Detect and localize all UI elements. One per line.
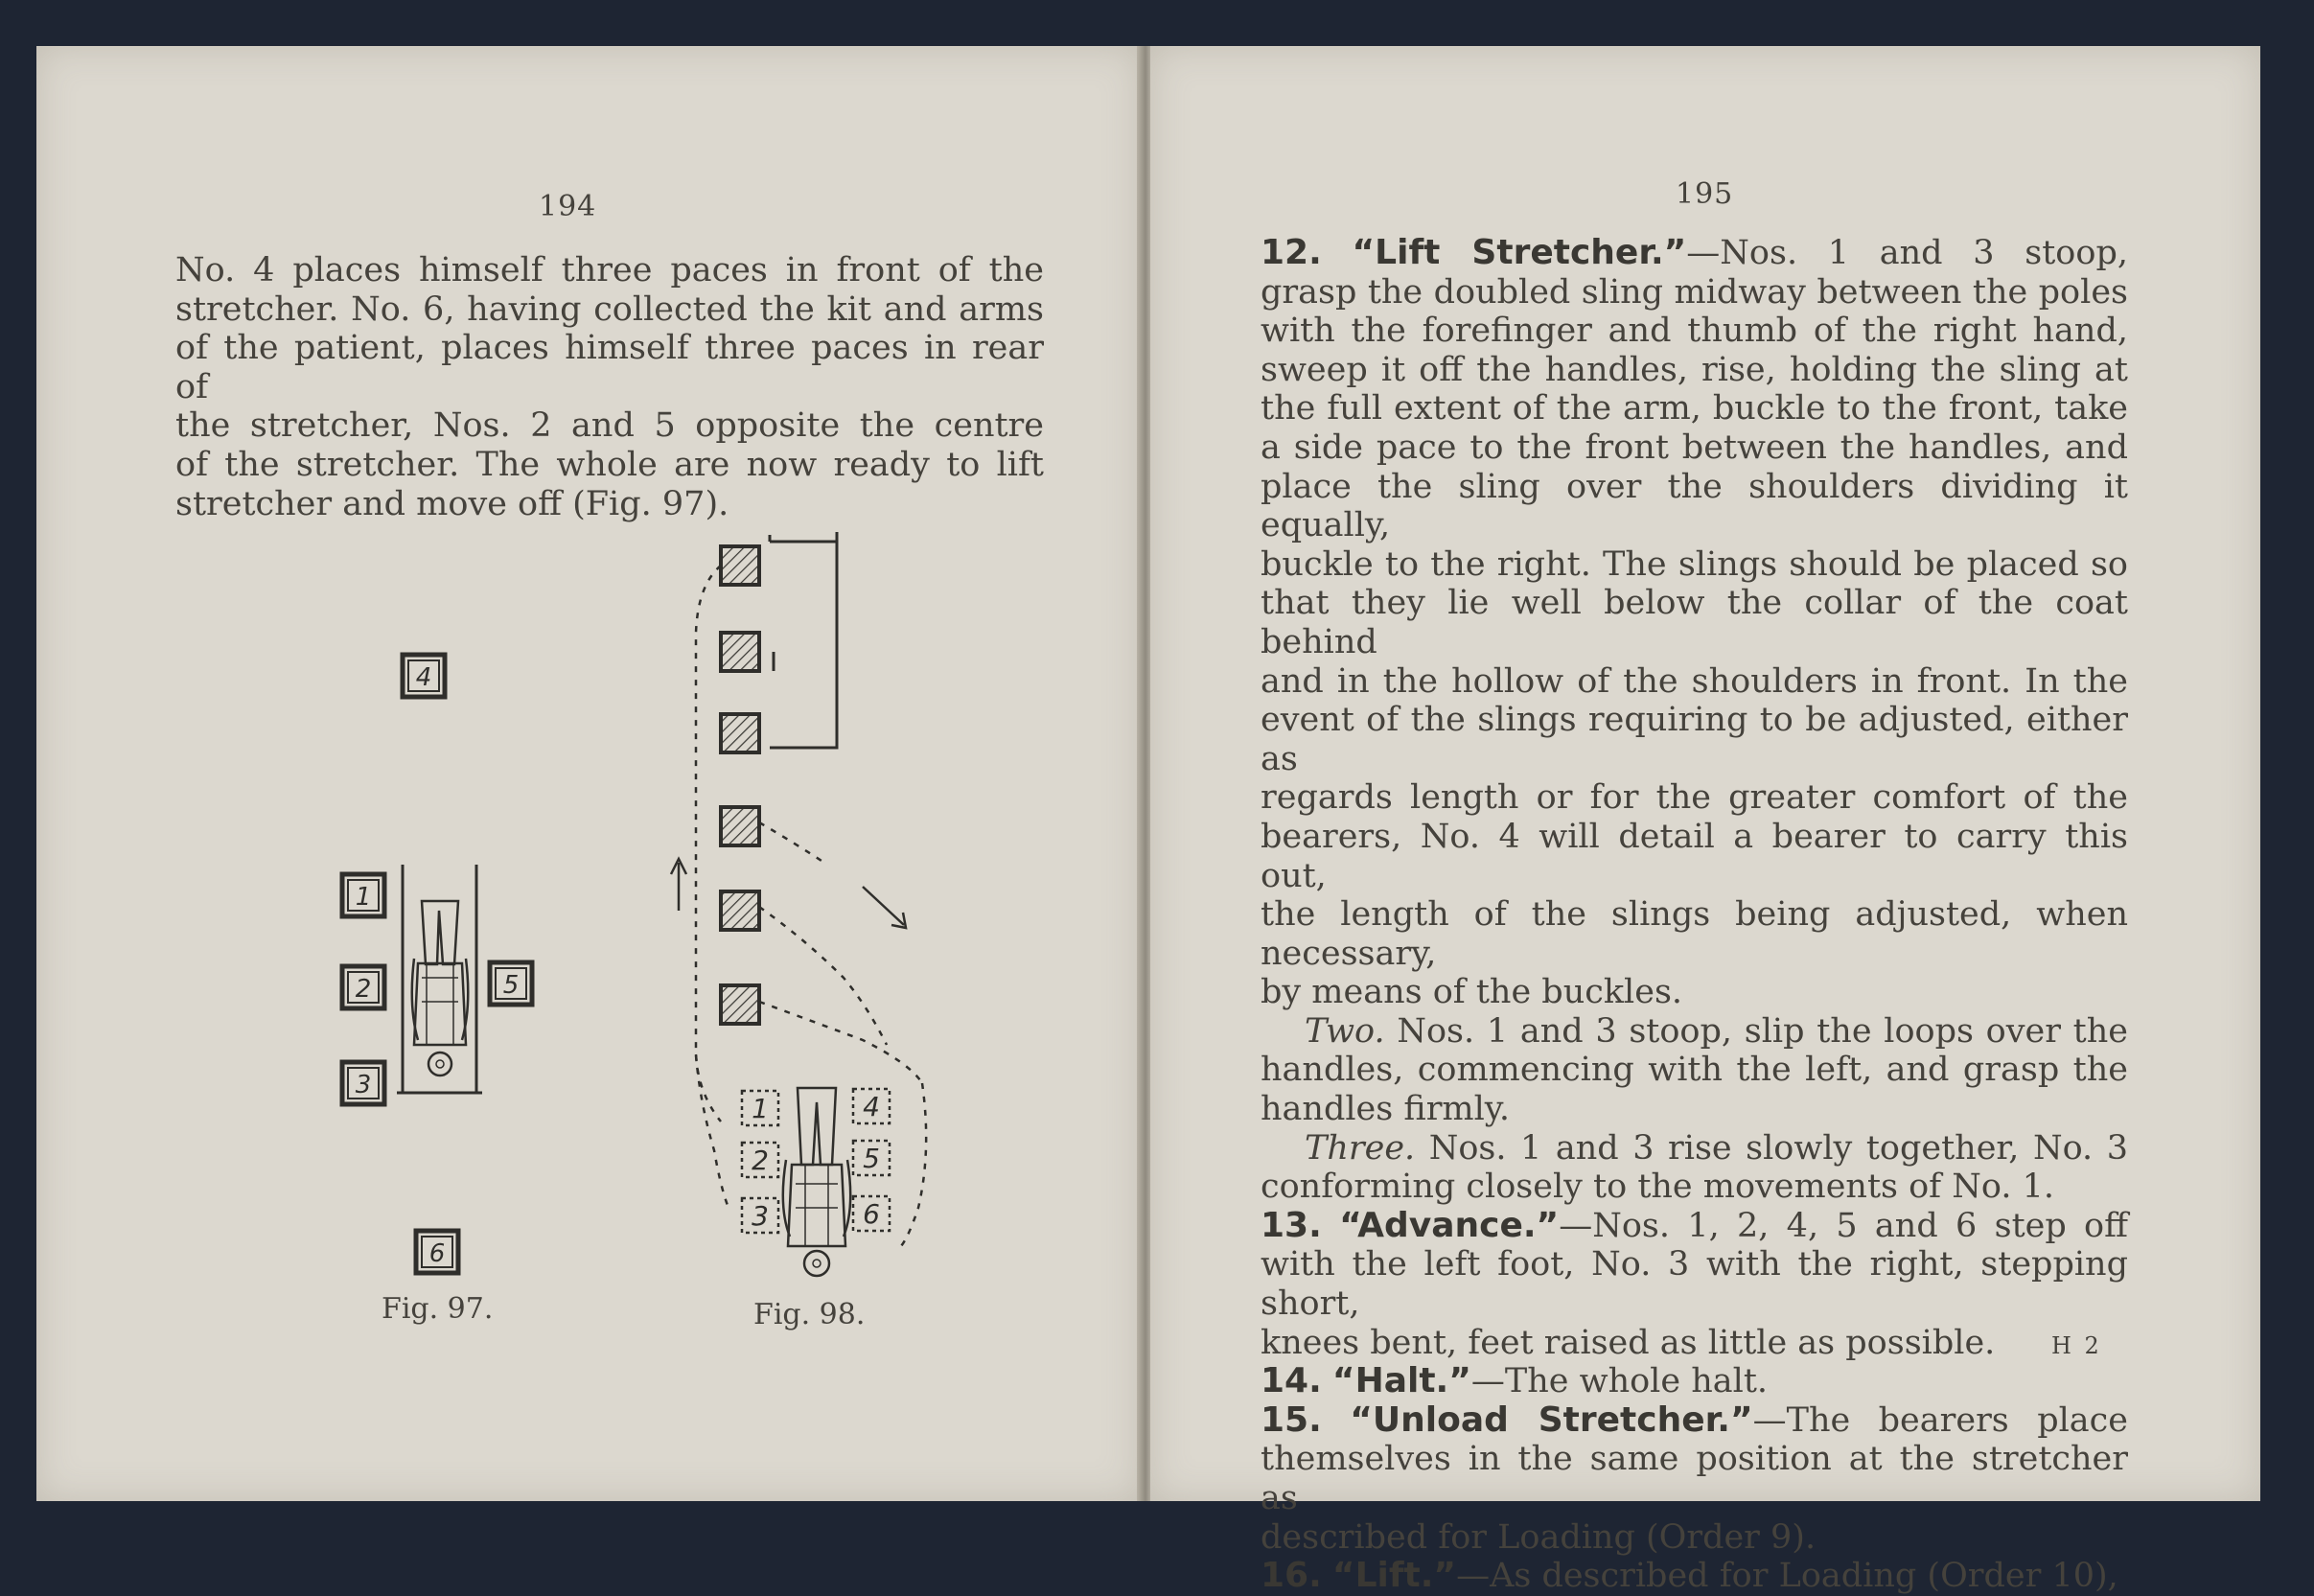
text-line: of the patient, places himself three paces in rear of	[175, 329, 1044, 406]
bearer-box-2	[342, 966, 384, 1008]
order-14-line	[1261, 1362, 2128, 1401]
box-label: 4	[863, 1091, 880, 1122]
order-number: 15.	[1261, 1399, 1322, 1440]
text-line: themselves in the same position at the stretcher as	[1261, 1440, 2128, 1517]
text-line: stretcher. No. 6, having collected the kit and arms	[175, 289, 1044, 329]
box-label: 2	[355, 975, 372, 1004]
box-label: 3	[355, 1071, 372, 1099]
signature-mark: H 2	[2051, 1332, 2102, 1359]
text-line: regards length or for the greater comfort of the	[1261, 778, 2128, 818]
text-run: —The bearers place	[1752, 1400, 2128, 1440]
right-text	[1261, 234, 2128, 1596]
bearer-box-6	[416, 1231, 458, 1273]
hatched-box	[721, 891, 759, 930]
figure-97	[342, 655, 532, 1273]
hatched-box	[721, 985, 759, 1024]
text-line: sweep it off the handles, rise, holding the sling at	[1261, 350, 2128, 389]
bearer-box-3	[342, 1062, 384, 1104]
text-line: and in the hollow of the shoulders in front. In the	[1261, 661, 2128, 701]
hatched-box	[721, 807, 759, 845]
hatched-box	[721, 714, 759, 752]
text-line: conforming closely to the movements of No. 1.	[1261, 1168, 2054, 1207]
box-label: 5	[502, 971, 520, 1000]
text-line: grasp the doubled sling midway between the poles	[1261, 272, 2128, 312]
bearer-box-4	[403, 655, 445, 697]
text-line: described for Loading (Order 9).	[1261, 1517, 1816, 1557]
box-label: 3	[752, 1200, 769, 1232]
figure-97-caption: Fig. 97.	[382, 1292, 494, 1326]
box-label: 2	[752, 1145, 769, 1176]
bearer-box-5	[490, 962, 532, 1005]
text-line: bearers, No. 4 will detail a bearer to carry this out,	[1261, 817, 2128, 895]
text-line: stretcher and move off (Fig. 97).	[175, 484, 729, 523]
text-line: with the left foot, No. 3 with the right, stepping short,	[1261, 1245, 2128, 1324]
text-line: of the stretcher. The whole are now ready to lift	[175, 445, 1044, 484]
text-line: that they lie well below the collar of the coat behind	[1261, 584, 2128, 661]
text-line: handles, commencing with the left, and grasp the	[1261, 1051, 2128, 1090]
box-label: 6	[863, 1198, 880, 1230]
order-number: 12.	[1261, 233, 1322, 272]
bearer-box-1	[342, 874, 384, 916]
order-13-first-line	[1261, 1207, 2128, 1246]
hatched-box	[721, 633, 759, 671]
order-12-first-line	[1261, 234, 2128, 273]
box-label: 1	[752, 1093, 769, 1124]
order-title: “Lift Stretcher.”	[1352, 233, 1687, 272]
text-line: a side pace to the front between the handles, and	[1261, 428, 2128, 467]
box-label: 6	[428, 1239, 446, 1268]
text-line: event of the slings requiring to be adjusted, either as	[1261, 701, 2128, 778]
figure-98-caption: Fig. 98.	[753, 1298, 866, 1331]
text-run: —Nos. 1, 2, 4, 5 and 6 step off	[1559, 1206, 2128, 1245]
box-label: 1	[355, 883, 372, 912]
order-number: 13.	[1261, 1205, 1322, 1245]
two-first-line	[1261, 1012, 2128, 1052]
text-line: knees bent, feet raised as little as possible.	[1261, 1323, 1996, 1362]
text-line: by means of the buckles.	[1261, 973, 1683, 1012]
text-line: the full extent of the arm, buckle to the front, take	[1261, 389, 2128, 428]
text-line: buckle to the right. The slings should be placed so	[1261, 544, 2128, 584]
text-run: Nos. 1 and 3 stoop, slip the loops over the	[1384, 1011, 2128, 1051]
text-line: place the sling over the shoulders dividing it equally,	[1261, 467, 2128, 545]
text-line: with the forefinger and thumb of the right hand,	[1261, 312, 2128, 351]
text-line: No. 4 places himself three paces in front of the	[175, 251, 1044, 289]
page-number-right: 195	[1676, 177, 1734, 211]
order-title: “Halt.”	[1331, 1361, 1471, 1401]
text-line: the stretcher, Nos. 2 and 5 opposite the centre	[175, 406, 1044, 446]
order-15-first-line	[1261, 1401, 2128, 1441]
step-label: Two.	[1305, 1011, 1385, 1051]
hatched-box	[721, 546, 759, 585]
box-label: 5	[863, 1143, 880, 1174]
text-run: —As described for Loading (Order 10),	[1456, 1557, 2118, 1596]
text-run: Nos. 1 and 3 rise slowly together, No. 3	[1415, 1128, 2128, 1168]
text-run: —The whole halt.	[1470, 1362, 1769, 1401]
order-title: “Advance.”	[1339, 1205, 1560, 1245]
page-number-left: 194	[539, 190, 597, 223]
text-run: —Nos. 1 and 3 stoop,	[1686, 234, 2128, 272]
order-number: 16.	[1261, 1556, 1322, 1596]
text-line: the length of the slings being adjusted, when necessary,	[1261, 895, 2128, 973]
box-label: 4	[415, 663, 432, 692]
order-16-line	[1261, 1557, 2128, 1596]
text-line: handles firmly.	[1261, 1090, 1511, 1129]
three-first-line	[1261, 1129, 2128, 1168]
figure-98	[671, 532, 926, 1276]
order-title: “Lift.”	[1331, 1556, 1457, 1596]
stretcher-with-patient	[397, 865, 482, 1093]
step-label: Three.	[1305, 1128, 1416, 1168]
order-number: 14.	[1261, 1361, 1322, 1401]
order-title: “Unload Stretcher.”	[1350, 1399, 1753, 1440]
patient-carried	[783, 1088, 850, 1276]
